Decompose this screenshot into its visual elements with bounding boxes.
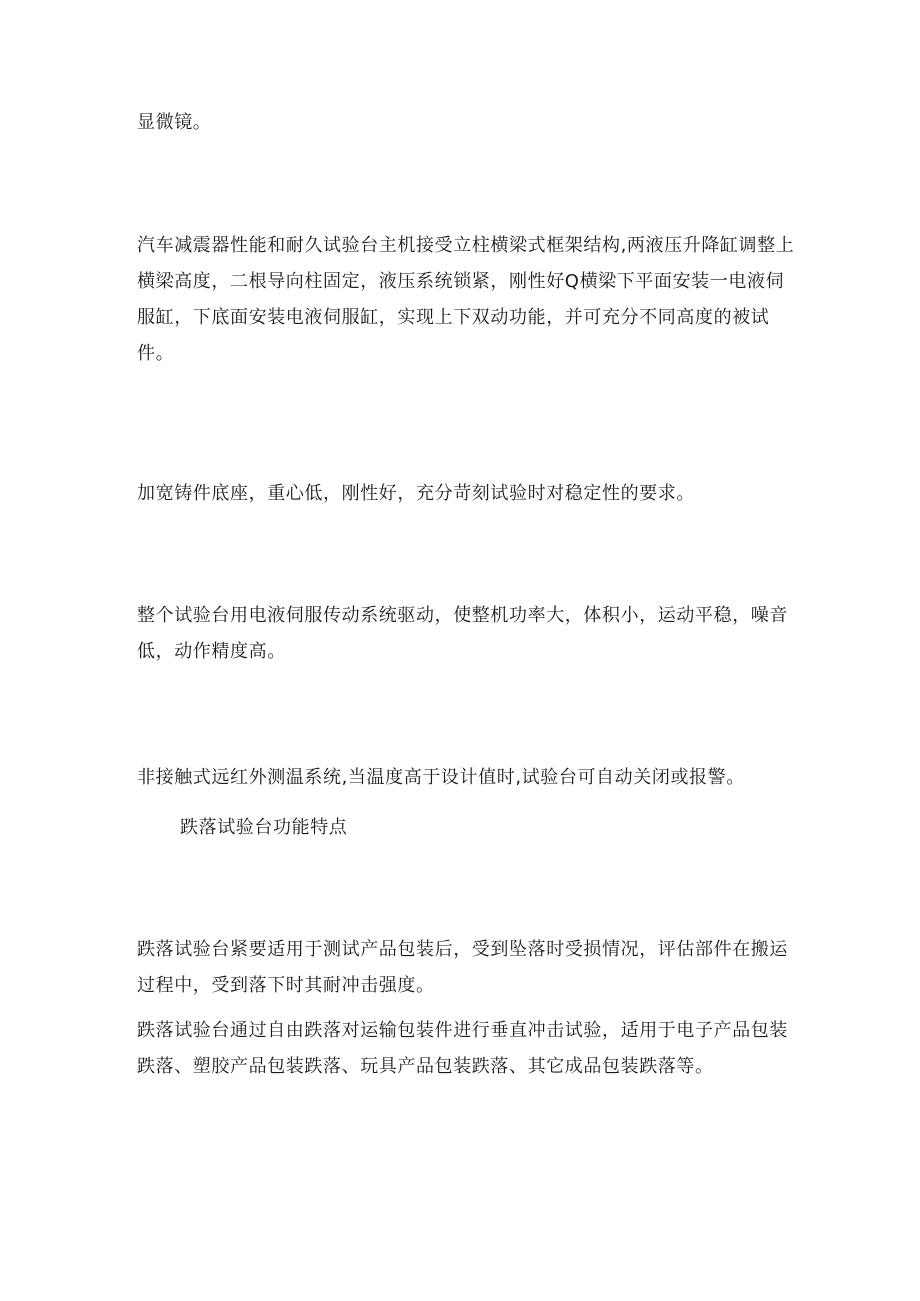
paragraph-casting-base: 加宽铸件底座，重心低，刚性好，充分苛刻试验时对稳定性的要求。 [137,483,695,504]
section-heading-drop-test: 跌落试验台功能特点 [180,817,348,838]
paragraph-infrared-temperature: 非接触式远红外测温系统,当温度高于设计值时,试验台可自动关闭或报警。 [137,767,745,788]
paragraph-drop-test-purpose: 跌落试验台紧要适用于测试产品包装后，受到坠落时受损情况，评估部件在搬运过程中，受到落下时其耐冲击强度。 [137,939,788,996]
paragraph-drop-test-application: 跌落试验台通过自由跌落对运输包装件进行垂直冲击试验，适用于电子产品包装跌落、塑胶产品包装跌落、玩具产品包装跌落、其它成品包装跌落等。 [137,1020,788,1077]
paragraph-servo-drive: 整个试验台用电液伺服传动系统驱动，使整机功率大，体积小，运动平稳，噪音低，动作精度高。 [137,605,788,662]
paragraph-microscope-ending: 显微镜。 [137,112,212,133]
paragraph-shock-absorber-test-bench: 汽车减震器性能和耐久试验台主机接受立柱横梁式框架结构,两液压升降缸调整上横梁高度，二根导向柱固定，液压系统锁紧，刚性好Q横梁下平面安装一电液伺服缸，下底面安装电液伺服缸，实现上下双动功能，并可充分不同高度的被试件。 [137,235,795,364]
